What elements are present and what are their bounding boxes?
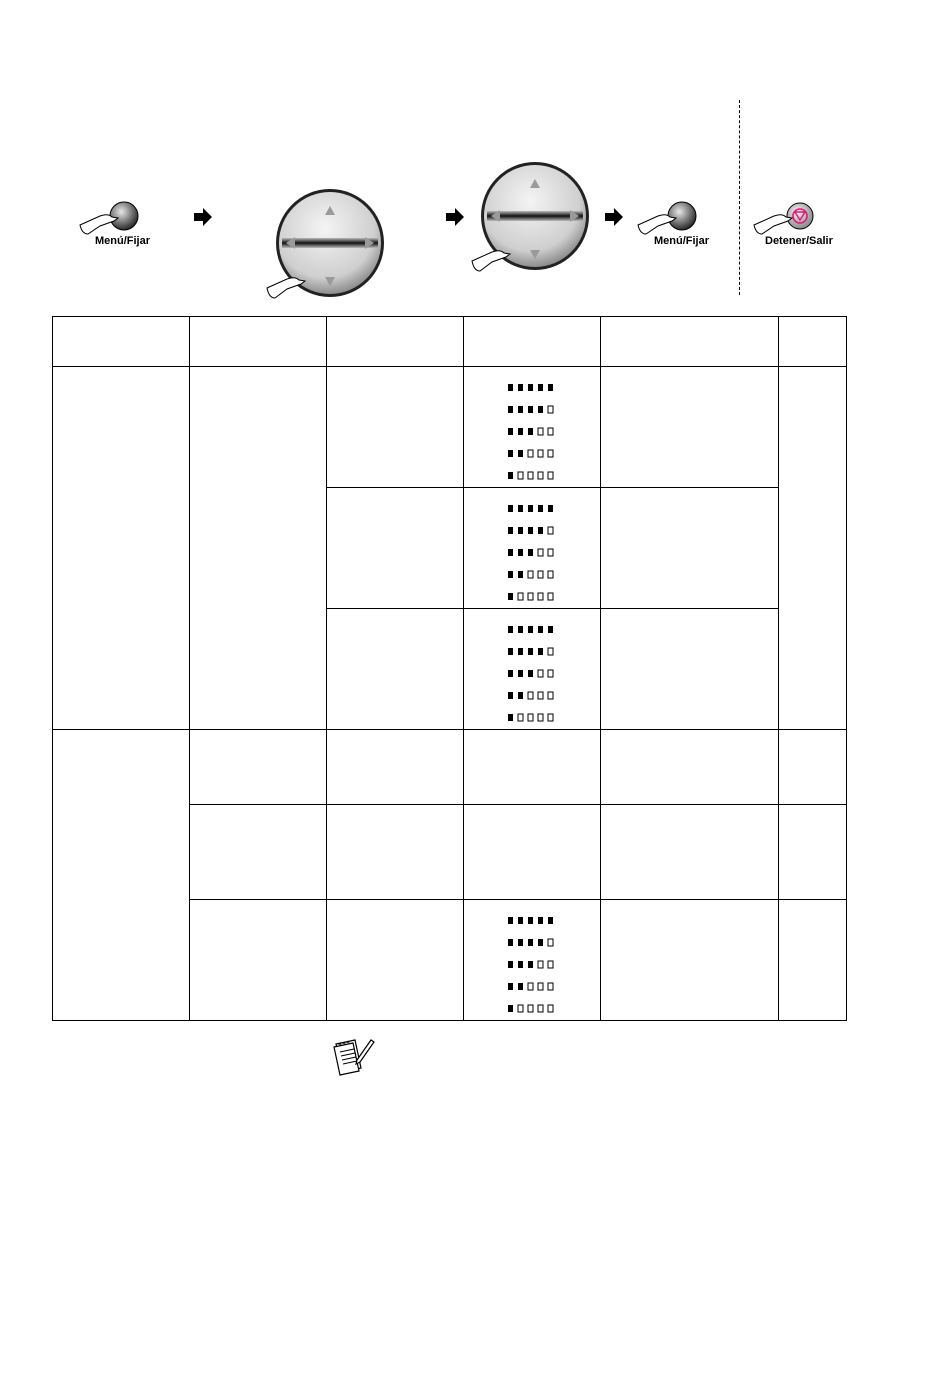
level-block-filled xyxy=(508,692,513,699)
level-bar-icon xyxy=(504,976,560,998)
level-block-empty xyxy=(538,450,543,457)
level-block-filled xyxy=(518,626,523,633)
level-bar-icon xyxy=(504,520,560,542)
level-block-filled xyxy=(508,1005,513,1012)
menu-set-button-1[interactable] xyxy=(78,200,144,240)
level-cell xyxy=(464,367,601,488)
table-cell xyxy=(464,805,601,900)
level-indicator xyxy=(464,609,600,729)
level-block-empty xyxy=(538,1005,543,1012)
table-row xyxy=(53,367,847,488)
level-block-filled xyxy=(508,472,513,479)
level-block-filled xyxy=(538,939,543,946)
level-block-empty xyxy=(528,714,533,721)
level-block-empty xyxy=(548,670,553,677)
table-cell xyxy=(327,488,464,609)
header-cell xyxy=(779,317,847,367)
level-block-filled xyxy=(508,648,513,655)
level-indicator xyxy=(464,900,600,1020)
table-header-row xyxy=(53,317,847,367)
level-block-empty xyxy=(548,961,553,968)
level-block-filled xyxy=(548,384,553,391)
level-block-filled xyxy=(518,450,523,457)
table-cell xyxy=(190,805,327,900)
level-block-filled xyxy=(518,983,523,990)
level-block-empty xyxy=(518,593,523,600)
table-cell xyxy=(601,900,779,1021)
stop-icon xyxy=(752,200,818,240)
dashed-divider xyxy=(739,100,740,295)
header-cell xyxy=(601,317,779,367)
level-block-filled xyxy=(528,549,533,556)
level-block-filled xyxy=(538,406,543,413)
table-cell xyxy=(327,609,464,730)
level-block-filled xyxy=(518,939,523,946)
table-cell xyxy=(53,367,190,730)
header-cell xyxy=(327,317,464,367)
level-block-filled xyxy=(528,648,533,655)
level-block-filled xyxy=(508,549,513,556)
table-cell xyxy=(53,730,190,1021)
table-cell xyxy=(327,805,464,900)
level-block-filled xyxy=(518,917,523,924)
level-block-filled xyxy=(528,626,533,633)
level-block-filled xyxy=(518,527,523,534)
level-block-empty xyxy=(518,714,523,721)
level-cell xyxy=(464,488,601,609)
level-block-filled xyxy=(518,505,523,512)
menu-button-icon xyxy=(78,200,144,240)
level-block-empty xyxy=(548,593,553,600)
level-block-empty xyxy=(548,428,553,435)
level-block-filled xyxy=(528,917,533,924)
level-block-filled xyxy=(528,527,533,534)
level-block-filled xyxy=(528,406,533,413)
table-cell xyxy=(601,730,779,805)
level-block-empty xyxy=(528,450,533,457)
navigation-pad-icon xyxy=(470,162,595,274)
level-indicator xyxy=(464,488,600,608)
level-cell xyxy=(464,609,601,730)
header-cell xyxy=(53,317,190,367)
level-block-empty xyxy=(538,549,543,556)
navigation-pad-icon xyxy=(264,188,389,300)
level-block-empty xyxy=(528,692,533,699)
level-block-empty xyxy=(548,714,553,721)
level-block-empty xyxy=(548,571,553,578)
level-block-filled xyxy=(518,648,523,655)
level-block-filled xyxy=(518,428,523,435)
level-block-filled xyxy=(508,983,513,990)
level-block-filled xyxy=(508,571,513,578)
level-block-empty xyxy=(528,593,533,600)
level-block-filled xyxy=(538,626,543,633)
level-block-empty xyxy=(548,527,553,534)
level-block-filled xyxy=(518,692,523,699)
level-indicator xyxy=(464,367,600,487)
level-block-filled xyxy=(548,626,553,633)
menu-settings-table xyxy=(52,316,847,1021)
level-block-filled xyxy=(508,527,513,534)
level-block-empty xyxy=(538,428,543,435)
table-cell xyxy=(779,900,847,1021)
level-block-empty xyxy=(538,983,543,990)
level-block-filled xyxy=(538,648,543,655)
level-bar-icon xyxy=(504,586,560,608)
level-block-filled xyxy=(508,961,513,968)
level-block-filled xyxy=(508,917,513,924)
level-block-empty xyxy=(538,571,543,578)
level-block-filled xyxy=(508,670,513,677)
table-cell xyxy=(190,730,327,805)
level-block-filled xyxy=(528,428,533,435)
level-block-filled xyxy=(538,384,543,391)
right-arrow-icon xyxy=(603,206,625,228)
menu-set-label-1: Menú/Fijar xyxy=(95,235,151,247)
level-bar-icon xyxy=(504,998,560,1020)
level-block-filled xyxy=(508,428,513,435)
level-block-filled xyxy=(508,384,513,391)
level-block-filled xyxy=(528,939,533,946)
table-cell xyxy=(779,805,847,900)
table-cell xyxy=(327,730,464,805)
stop-exit-button[interactable] xyxy=(752,200,818,240)
table-cell xyxy=(601,367,779,488)
level-block-filled xyxy=(518,549,523,556)
level-block-empty xyxy=(528,1005,533,1012)
level-bar-icon xyxy=(504,932,560,954)
level-bar-icon xyxy=(504,498,560,520)
level-block-filled xyxy=(508,714,513,721)
table-cell xyxy=(190,900,327,1021)
level-bar-icon xyxy=(504,641,560,663)
menu-button-icon xyxy=(636,200,702,240)
table-cell xyxy=(601,609,779,730)
notepad-pencil-icon xyxy=(331,1034,377,1076)
level-block-empty xyxy=(548,692,553,699)
level-block-filled xyxy=(528,961,533,968)
level-block-filled xyxy=(548,505,553,512)
navigation-pad-1[interactable] xyxy=(264,188,389,300)
level-bar-icon xyxy=(504,421,560,443)
level-block-empty xyxy=(538,670,543,677)
right-arrow-icon xyxy=(444,206,466,228)
level-block-empty xyxy=(548,983,553,990)
table-cell xyxy=(601,488,779,609)
level-block-filled xyxy=(528,505,533,512)
level-block-filled xyxy=(508,505,513,512)
level-block-filled xyxy=(518,961,523,968)
header-cell xyxy=(464,317,601,367)
table-cell xyxy=(464,730,601,805)
level-block-filled xyxy=(508,626,513,633)
level-block-empty xyxy=(528,571,533,578)
level-block-empty xyxy=(538,472,543,479)
level-block-filled xyxy=(518,384,523,391)
level-block-filled xyxy=(508,593,513,600)
level-block-empty xyxy=(538,692,543,699)
level-bar-icon xyxy=(504,954,560,976)
table-cell xyxy=(327,900,464,1021)
level-block-empty xyxy=(548,472,553,479)
level-block-filled xyxy=(528,670,533,677)
table-cell xyxy=(190,367,327,730)
level-block-filled xyxy=(548,917,553,924)
level-bar-icon xyxy=(504,619,560,641)
table-cell xyxy=(779,730,847,805)
table-cell xyxy=(779,367,847,730)
level-bar-icon xyxy=(504,663,560,685)
level-bar-icon xyxy=(504,685,560,707)
level-block-filled xyxy=(528,384,533,391)
level-block-filled xyxy=(508,406,513,413)
level-block-filled xyxy=(508,939,513,946)
right-arrow-icon xyxy=(192,206,214,228)
header-cell xyxy=(190,317,327,367)
level-bar-icon xyxy=(504,910,560,932)
level-block-empty xyxy=(518,1005,523,1012)
level-bar-icon xyxy=(504,465,560,487)
level-block-empty xyxy=(548,648,553,655)
level-bar-icon xyxy=(504,542,560,564)
level-block-empty xyxy=(528,472,533,479)
level-block-empty xyxy=(518,472,523,479)
level-bar-icon xyxy=(504,399,560,421)
menu-set-button-2[interactable] xyxy=(636,200,702,240)
level-block-filled xyxy=(538,917,543,924)
level-block-filled xyxy=(538,505,543,512)
level-block-empty xyxy=(548,406,553,413)
level-bar-icon xyxy=(504,443,560,465)
level-cell xyxy=(464,900,601,1021)
level-block-filled xyxy=(518,406,523,413)
level-block-empty xyxy=(548,1005,553,1012)
level-block-empty xyxy=(528,983,533,990)
level-block-filled xyxy=(518,670,523,677)
level-block-empty xyxy=(548,939,553,946)
level-block-empty xyxy=(548,450,553,457)
menu-set-label-2: Menú/Fijar xyxy=(654,235,710,247)
level-block-filled xyxy=(538,527,543,534)
stop-exit-label: Detener/Salir xyxy=(765,235,833,247)
level-block-filled xyxy=(518,571,523,578)
level-block-empty xyxy=(538,714,543,721)
level-block-empty xyxy=(538,961,543,968)
level-block-filled xyxy=(508,450,513,457)
level-block-empty xyxy=(548,549,553,556)
level-bar-icon xyxy=(504,564,560,586)
level-bar-icon xyxy=(504,707,560,729)
level-bar-icon xyxy=(504,377,560,399)
navigation-pad-2[interactable] xyxy=(470,162,595,274)
table-cell xyxy=(601,805,779,900)
table-cell xyxy=(327,367,464,488)
table-row xyxy=(53,730,847,805)
level-block-empty xyxy=(538,593,543,600)
